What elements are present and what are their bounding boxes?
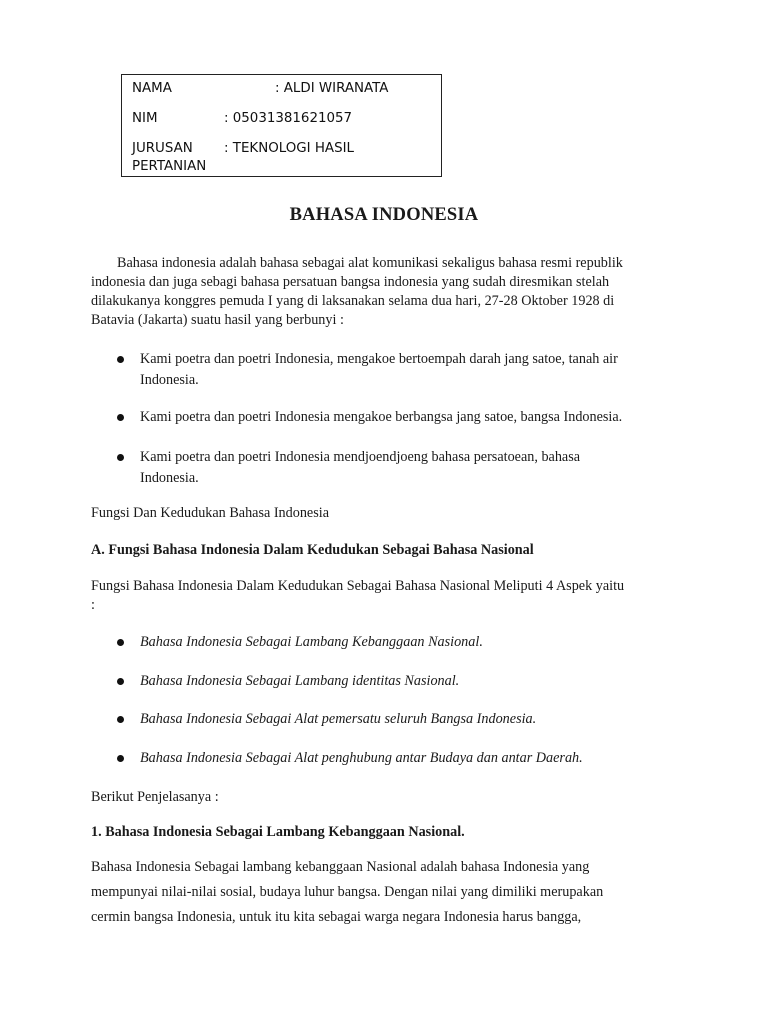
pledge-text: Indonesia. <box>140 470 199 486</box>
nama-value: : ALDI WIRANATA <box>275 81 389 96</box>
nama-label: NAMA <box>132 81 172 96</box>
aspek-text: Bahasa Indonesia Sebagai Lambang identitas Nasional. <box>140 673 460 689</box>
bullet-icon <box>117 414 124 421</box>
nama-row <box>132 80 389 97</box>
identity-box <box>121 74 442 177</box>
pledge-text: Kami poetra dan poetri Indonesia mendjoendjoeng bahasa persatoean, bahasa <box>140 449 581 465</box>
nim-label: NIM <box>132 111 158 126</box>
section-a-heading: A. Fungsi Bahasa Indonesia Dalam Kedudukan Sebagai Bahasa Nasional <box>91 542 534 558</box>
page-title: BAHASA INDONESIA <box>289 205 479 225</box>
fungsi-heading: Fungsi Dan Kedudukan Bahasa Indonesia <box>91 505 329 521</box>
intro-line: Bahasa indonesia adalah bahasa sebagai alat komunikasi sekaligus bahasa resmi republik <box>117 255 623 271</box>
bullet-icon <box>117 639 124 646</box>
intro-line: dilakukanya konggres pemuda I yang di laksanakan selama dua hari, 27-28 Oktober 1928 di <box>91 293 615 309</box>
section-a-intro-cont: : <box>91 597 95 613</box>
section-a-intro: Fungsi Bahasa Indonesia Dalam Kedudukan Sebagai Bahasa Nasional Meliputi 4 Aspek yaitu <box>91 578 625 594</box>
jurusan-value-cont: PERTANIAN <box>132 159 207 174</box>
berikut-text: Berikut Penjelasanya : <box>91 789 219 805</box>
bullet-icon <box>117 454 124 461</box>
pledge-text: Kami poetra dan poetri Indonesia mengakoe berbangsa jang satoe, bangsa Indonesia. <box>140 409 623 425</box>
section-1-line: Bahasa Indonesia Sebagai lambang kebanggaan Nasional adalah bahasa Indonesia yang <box>91 859 590 875</box>
bullet-icon <box>117 356 124 363</box>
bullet-icon <box>117 755 124 762</box>
pledge-text: Kami poetra dan poetri Indonesia, mengakoe bertoempah darah jang satoe, tanah air <box>140 351 618 367</box>
section-1-heading: 1. Bahasa Indonesia Sebagai Lambang Kebanggaan Nasional. <box>91 824 465 840</box>
section-1-line: mempunyai nilai-nilai sosial, budaya luhur bangsa. Dengan nilai yang dimiliki merupakan <box>91 884 604 900</box>
aspek-text: Bahasa Indonesia Sebagai Alat penghubung antar Budaya dan antar Daerah. <box>140 750 583 766</box>
nim-value: : 05031381621057 <box>224 111 353 126</box>
intro-line: indonesia dan juga sebagi bahasa persatuan bangsa indonesia yang sudah diresmikan stelah <box>91 274 610 290</box>
aspek-text: Bahasa Indonesia Sebagai Lambang Kebanggaan Nasional. <box>140 634 483 650</box>
section-1-line: cermin bangsa Indonesia, untuk itu kita sebagai warga negara Indonesia harus bangga, <box>91 909 582 925</box>
jurusan-value: : TEKNOLOGI HASIL <box>224 141 354 156</box>
bullet-icon <box>117 716 124 723</box>
intro-line: Batavia (Jakarta) suatu hasil yang berbunyi : <box>91 312 344 328</box>
bullet-icon <box>117 678 124 685</box>
jurusan-label: JURUSAN <box>132 141 193 156</box>
aspek-text: Bahasa Indonesia Sebagai Alat pemersatu seluruh Bangsa Indonesia. <box>140 711 537 727</box>
nim-row <box>132 110 353 127</box>
jurusan-row <box>132 140 354 157</box>
pledge-text: Indonesia. <box>140 372 199 388</box>
